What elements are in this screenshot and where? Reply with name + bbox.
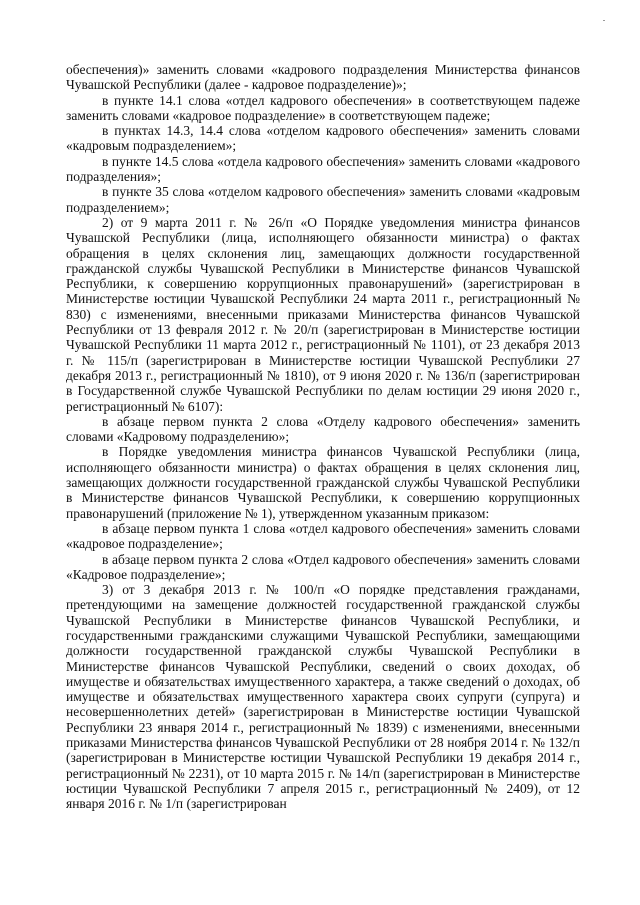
scan-speck [603, 20, 605, 21]
paragraph-order-2-procedure-point-1: в абзаце первом пункта 1 слова «отдел кадрового обеспечения» заменить словами «кадровое подразделение»; [66, 520, 580, 552]
paragraph-items-14-3-14-4: в пунктах 14.3, 14.4 слова «отделом кадрового обеспечения» заменить словами «кадровым подразделением»; [66, 123, 580, 154]
paragraph-item-14-5: в пункте 14.5 слова «отдела кадрового обеспечения» заменить словами «кадрового подразделения»; [66, 153, 580, 185]
paragraph-item-14-1: в пункте 14.1 слова «отдел кадрового обеспечения» в соответствующем падеже заменить словами «кадровое подразделение» в соответствующем падеже; [66, 92, 580, 123]
paragraph-order-2-procedure: в Порядке уведомления министра финансов Чувашской Республики (лица, исполняющего обязанности министра) о фактах обращения в целях склонения лиц, замещающих должности государственной гражданской службы Чувашской Республики в Министерстве финансов Чувашской Республики, к совершению коррупционных правонарушений (приложение № 1), утвержденном указанным приказом: [66, 444, 580, 521]
paragraph-item-35: в пункте 35 слова «отделом кадрового обеспечения» заменить словами «кадровым подразделением»; [66, 184, 580, 215]
document-body [66, 62, 580, 812]
paragraph-order-3: 3) от 3 декабря 2013 г. № 100/п «О порядке представления гражданами, претендующими на замещение должностей государственной гражданской службы Чувашской Республики в Министерстве финансов Чувашской Республики, и государственными гражданскими служащими Чувашской Республики, замещающими должности государственной гражданской службы Чувашской Республики в Министерстве финансов Чувашской Республики, сведений о своих доходах, об имуществе и обязательствах имущественного характера, а также сведений о доходах, об имуществе и обязательствах имущественного характера своих супруги (супруга) и несовершеннолетних детей» (зарегистрирован в Министерстве юстиции Чувашской Республики 23 января 2014 г., регистрационный № 1839) с изменениями, внесенными приказами Министерства финансов Чувашской Республики от 28 ноября 2014 г. № 132/п (зарегистрирован в Министерстве юстиции Чувашской Республики 19 декабря 2014 г., регистрационный № 2231), от 10 марта 2015 г. № 14/п (зарегистрирован в Министерстве юстиции Чувашской Республики 7 апреля 2015 г., регистрационный № 2409), от 12 января 2016 г. № 1/п (зарегистрирован [66, 582, 580, 812]
paragraph-continuation: обеспечения)» заменить словами «кадрового подразделения Министерства финансов Чувашской Республики (далее - кадровое подразделение)»; [66, 62, 580, 93]
paragraph-order-2: 2) от 9 марта 2011 г. № 26/п «О Порядке уведомления министра финансов Чувашской Республики (лица, исполняющего обязанности министра) о фактах обращения в целях склонения лиц, замещающих должности государственной гражданской службы Чувашской Республики в Министерстве финансов Чувашской Республики, к совершению коррупционных правонарушений» (зарегистрирован в Министерстве юстиции Чувашской Республики 24 марта 2011 г., регистрационный № 830) с изменениями, внесенными приказами Министерства финансов Чувашской Республики от 13 февраля 2012 г. № 20/п (зарегистрирован в Министерстве юстиции Чувашской Республики 11 марта 2012 г., регистрационный № 1101), от 23 декабря 2013 г. № 115/п (зарегистрирован в Министерстве юстиции Чувашской Республики 27 декабря 2013 г., регистрационный № 1810), от 9 июня 2020 г. № 136/п (зарегистрирован в Государственной службе Чувашской Республики по делам юстиции 29 июня 2020 г., регистрационный № 6107): [66, 214, 580, 414]
paragraph-order-2-procedure-point-2: в абзаце первом пункта 2 слова «Отдел кадрового обеспечения» заменить словами «Кадровое подразделение»; [66, 551, 580, 582]
paragraph-order-2-point-2: в абзаце первом пункта 2 слова «Отделу кадрового обеспечения» заменить словами «Кадровому подразделению»; [66, 413, 580, 445]
